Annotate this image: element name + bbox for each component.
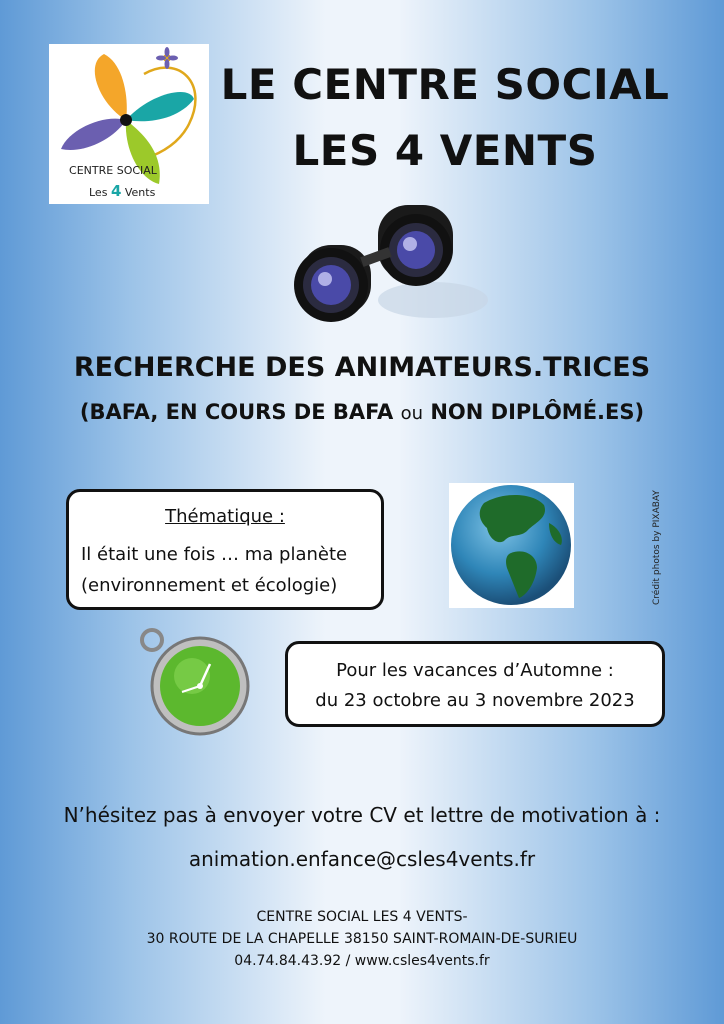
logo-text-prefix: Les — [89, 186, 111, 199]
theme-line1: Il était une fois … ma planète — [81, 544, 348, 565]
logo-text-line1: CENTRE SOCIAL — [69, 164, 157, 177]
theme-heading: Thématique : — [165, 506, 285, 527]
subheadline-ou: ou — [400, 403, 424, 424]
globe-icon — [449, 483, 574, 608]
address-line1: CENTRE SOCIAL LES 4 VENTS- — [256, 909, 468, 925]
contact-email-link[interactable]: animation.enfance@csles4vents.fr — [188, 847, 536, 871]
recruitment-headline: RECHERCHE DES ANIMATEURS.TRICES — [73, 352, 651, 383]
dates-line1: Pour les vacances d’Automne : — [336, 660, 614, 681]
address-line2: 30 ROUTE DE LA CHAPELLE 38150 SAINT-ROMAIN-DE-SURIEU — [146, 931, 578, 947]
logo-flower-icon — [49, 44, 209, 204]
subheadline-part2: NON DIPLÔMÉ.ES) — [423, 400, 645, 424]
recruitment-subheadline — [30, 400, 694, 424]
stopwatch-icon — [130, 622, 250, 737]
page-title-line1: LE CENTRE SOCIAL — [220, 60, 670, 109]
page-title-line2: LES 4 VENTS — [292, 126, 598, 175]
subheadline-part1: (BAFA, EN COURS DE BAFA — [79, 400, 401, 424]
logo-text-number: 4 — [110, 182, 122, 200]
postal-address — [20, 906, 704, 972]
logo-text-suffix: Vents — [121, 186, 156, 199]
photo-credit: Crédit photos by PIXABAY — [652, 490, 662, 605]
theme-box — [66, 489, 384, 610]
call-to-action: N’hésitez pas à envoyer votre CV et lettre de motivation à : — [63, 803, 661, 827]
dates-line2: du 23 octobre au 3 novembre 2023 — [315, 690, 635, 711]
centre-social-logo — [49, 44, 209, 204]
address-line3: 04.74.84.43.92 / www.csles4vents.fr — [234, 953, 490, 969]
binoculars-icon — [283, 200, 493, 330]
dates-box — [285, 641, 665, 727]
logo-text-line2 — [89, 182, 189, 200]
theme-line2: (environnement et écologie) — [81, 575, 338, 596]
